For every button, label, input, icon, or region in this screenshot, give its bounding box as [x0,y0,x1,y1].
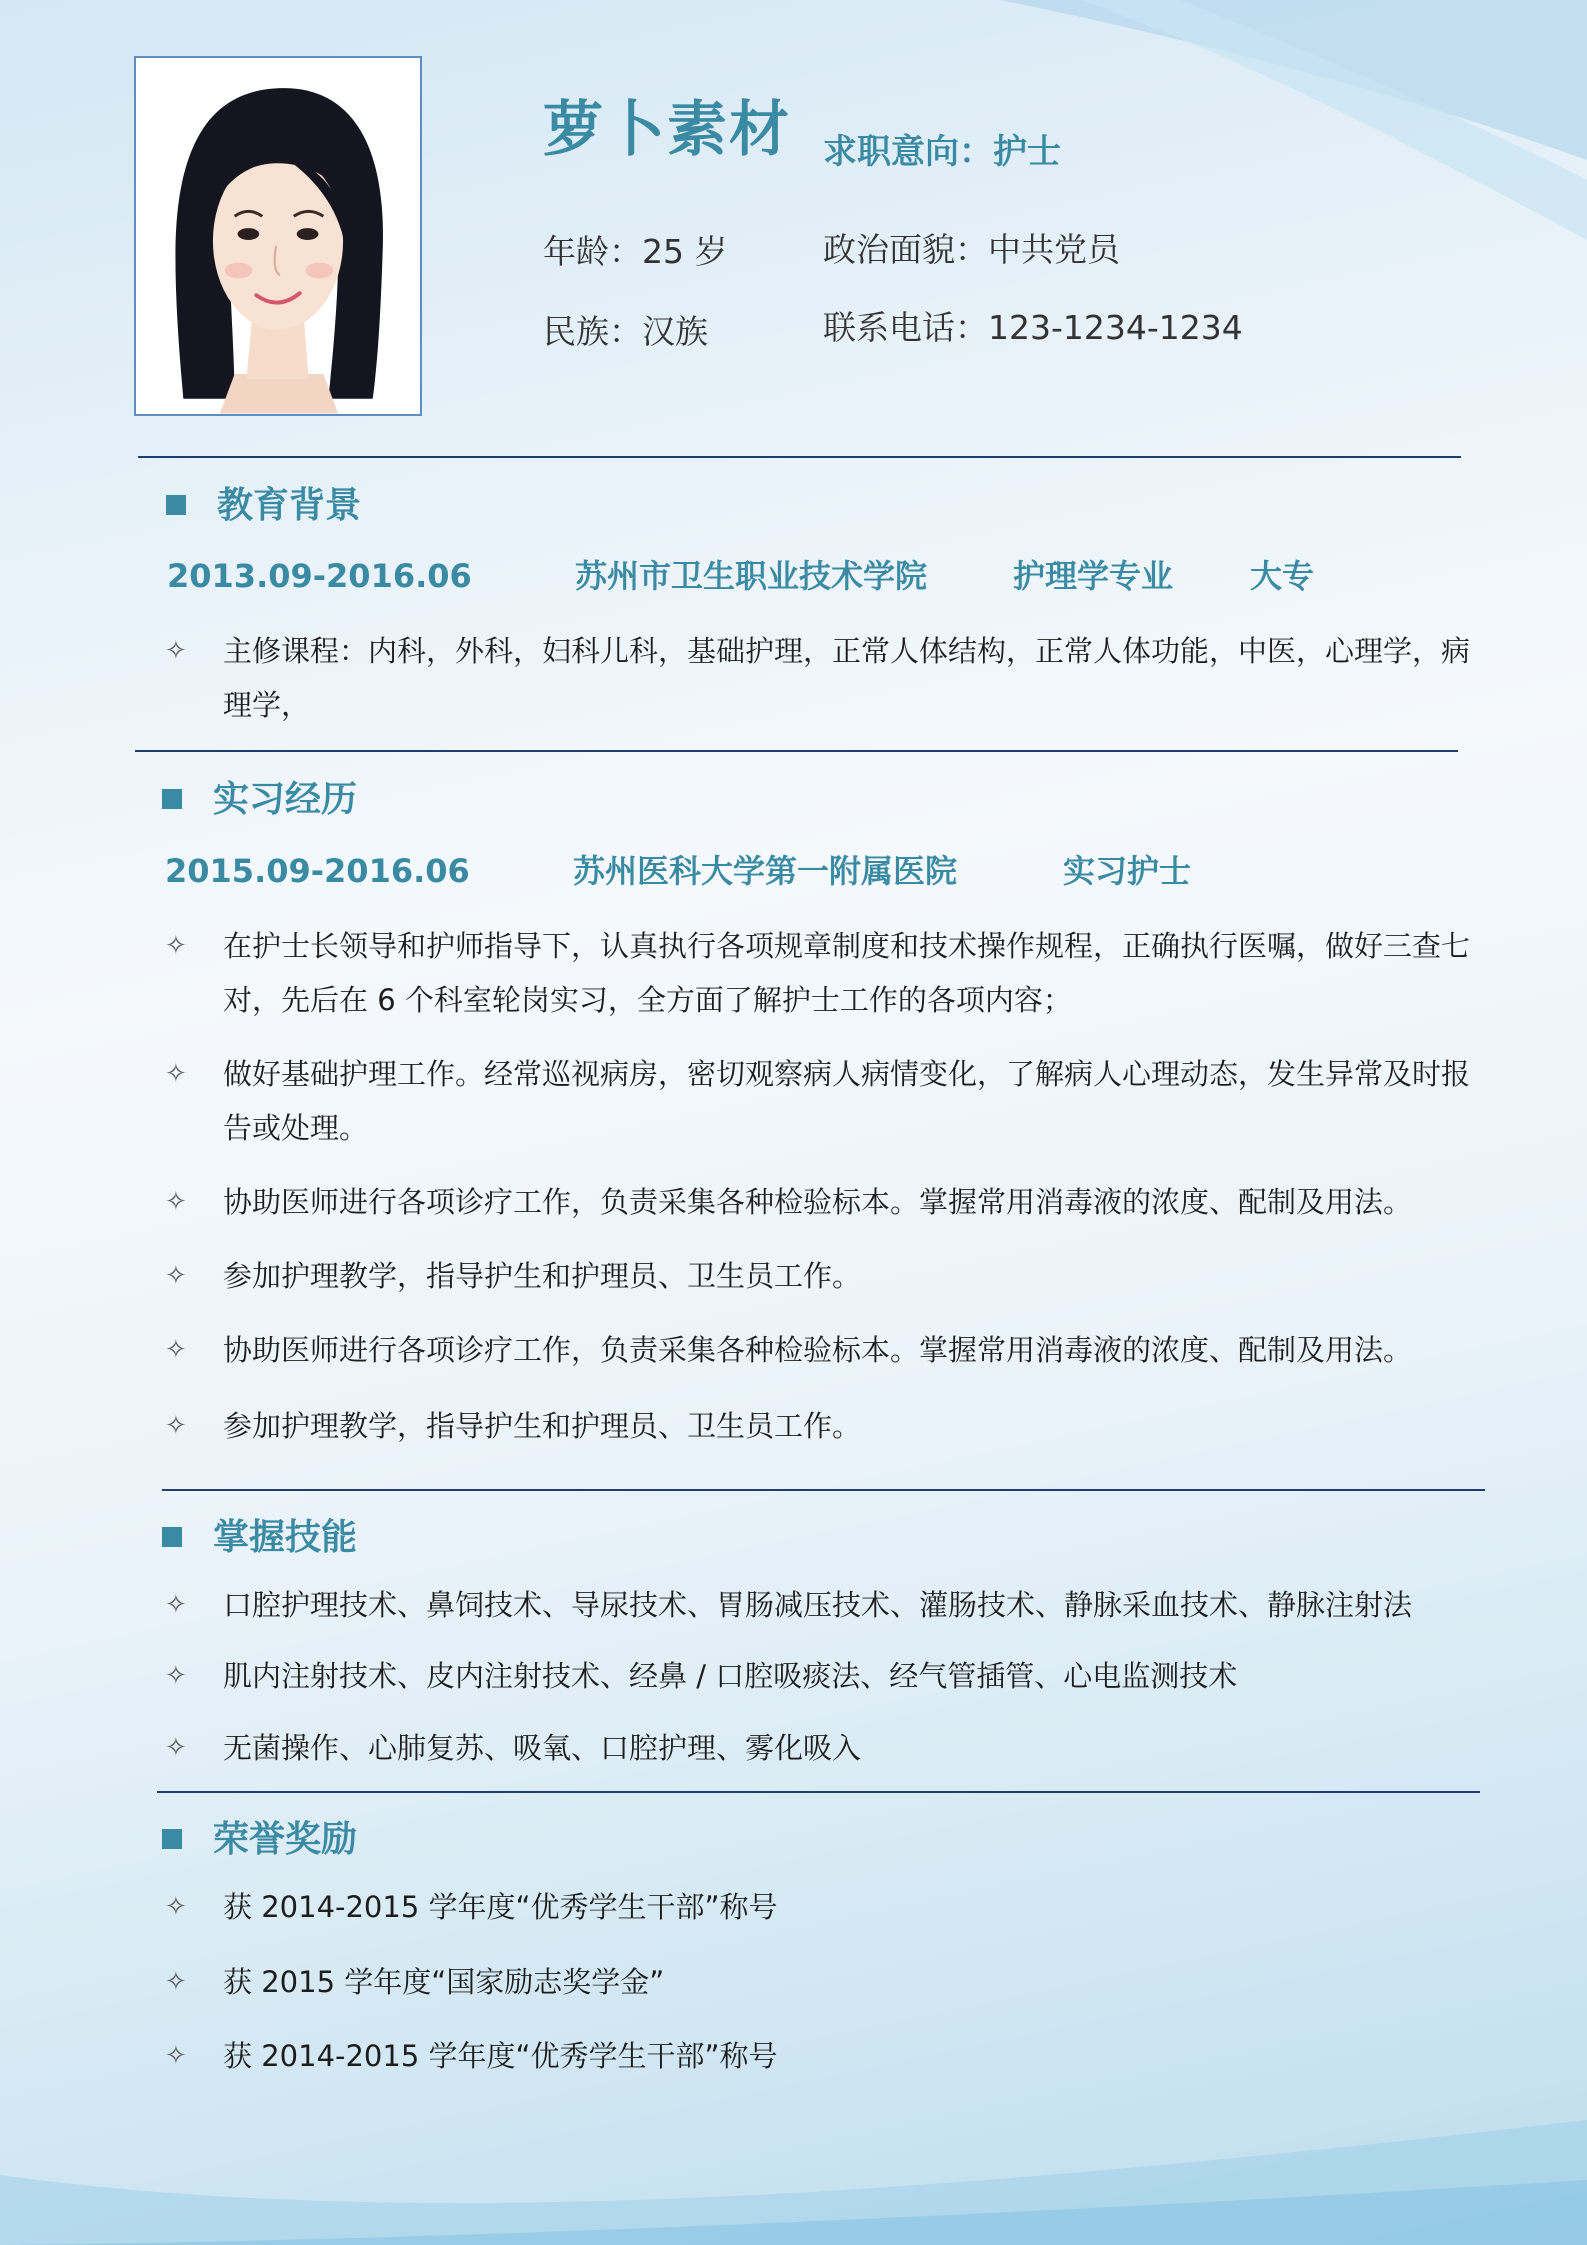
four-point-star-icon: ✧ [165,1733,187,1763]
four-point-star-icon: ✧ [165,931,187,961]
divider [157,1791,1480,1793]
four-point-star-icon: ✧ [165,1261,187,1291]
divider [135,750,1458,752]
ethnicity: 民族：汉族 [543,312,708,351]
list-item [165,919,1485,1027]
section-title-education: 教育背景 [217,485,362,526]
divider [138,456,1461,458]
list-item [165,1323,1485,1377]
list-item [165,1955,1485,2009]
candidate-name: 萝卜素材 [543,95,791,165]
education-period: 2013.09-2016.06 [167,557,472,595]
list-item-text: 获 2014-2015 学年度“优秀学生干部”称号 [223,1890,778,1924]
phone-number: 联系电话：123-1234-1234 [823,308,1243,347]
four-point-star-icon: ✧ [165,1187,187,1217]
four-point-star-icon: ✧ [165,1059,187,1089]
education-major: 护理学专业 [1013,557,1174,595]
list-item [165,1880,1485,1934]
list-item [165,1721,1485,1775]
list-item-text: 在护士长领导和护师指导下，认真执行各项规章制度和技术操作规程，正确执行医嘱，做好三查七对，先后在 6 个科室轮岗实习，全方面了解护士工作的各项内容； [223,929,1471,1017]
list-item-text: 协助医师进行各项诊疗工作，负责采集各种检验标本。掌握常用消毒液的浓度、配制及用法。 [223,1185,1413,1219]
job-intent: 求职意向：护士 [823,132,1061,172]
square-bullet-icon [162,789,182,809]
four-point-star-icon: ✧ [165,636,187,666]
divider [162,1489,1485,1491]
square-bullet-icon [162,1527,182,1547]
list-item [165,2029,1485,2083]
section-title-skills: 掌握技能 [213,1517,358,1558]
four-point-star-icon: ✧ [165,1590,187,1620]
list-item [165,1249,1485,1303]
four-point-star-icon: ✧ [165,1661,187,1691]
square-bullet-icon [166,495,186,515]
list-item [165,1649,1485,1703]
four-point-star-icon: ✧ [165,1892,187,1922]
political-status: 政治面貌：中共党员 [823,230,1120,269]
section-title-honors: 荣誉奖励 [213,1819,358,1860]
internship-period: 2015.09-2016.06 [165,852,470,890]
four-point-star-icon: ✧ [165,1335,187,1365]
section-title-internship: 实习经历 [213,779,358,820]
four-point-star-icon: ✧ [165,2041,187,2071]
avatar-illustration [136,58,420,414]
list-item-text: 获 2014-2015 学年度“优秀学生干部”称号 [223,2039,778,2073]
internship-hospital: 苏州医科大学第一附属医院 [573,852,958,890]
list-item-text: 口腔护理技术、鼻饲技术、导尿技术、胃肠减压技术、灌肠技术、静脉采血技术、静脉注射法 [223,1588,1413,1622]
list-item [165,1578,1485,1632]
four-point-star-icon: ✧ [165,1411,187,1441]
internship-role: 实习护士 [1063,852,1192,890]
list-item-text: 参加护理教学，指导护生和护理员、卫生员工作。 [223,1259,862,1293]
four-point-star-icon: ✧ [165,1967,187,1997]
list-item-text: 参加护理教学，指导护生和护理员、卫生员工作。 [223,1409,862,1443]
list-item-text: 做好基础护理工作。经常巡视病房，密切观察病人病情变化，了解病人心理动态，发生异常及时报告或处理。 [223,1057,1471,1145]
age: 年龄：25 岁 [543,232,728,271]
education-school: 苏州市卫生职业技术学院 [575,557,928,595]
list-item-text: 无菌操作、心肺复苏、吸氧、口腔护理、雾化吸入 [223,1731,862,1765]
square-bullet-icon [162,1829,182,1849]
profile-photo [134,56,422,416]
list-item-text: 肌内注射技术、皮内注射技术、经鼻 / 口腔吸痰法、经气管插管、心电监测技术 [223,1659,1238,1693]
list-item [165,1399,1485,1453]
list-item [165,1175,1485,1229]
list-item-text: 获 2015 学年度“国家励志奖学金” [223,1965,665,1999]
list-item-text: 主修课程：内科，外科，妇科儿科，基础护理，正常人体结构，正常人体功能，中医，心理学，病理学， [223,634,1471,722]
list-item [165,624,1485,732]
list-item-text: 协助医师进行各项诊疗工作，负责采集各种检验标本。掌握常用消毒液的浓度、配制及用法。 [223,1333,1413,1367]
list-item [165,1047,1485,1155]
education-degree: 大专 [1250,557,1315,595]
